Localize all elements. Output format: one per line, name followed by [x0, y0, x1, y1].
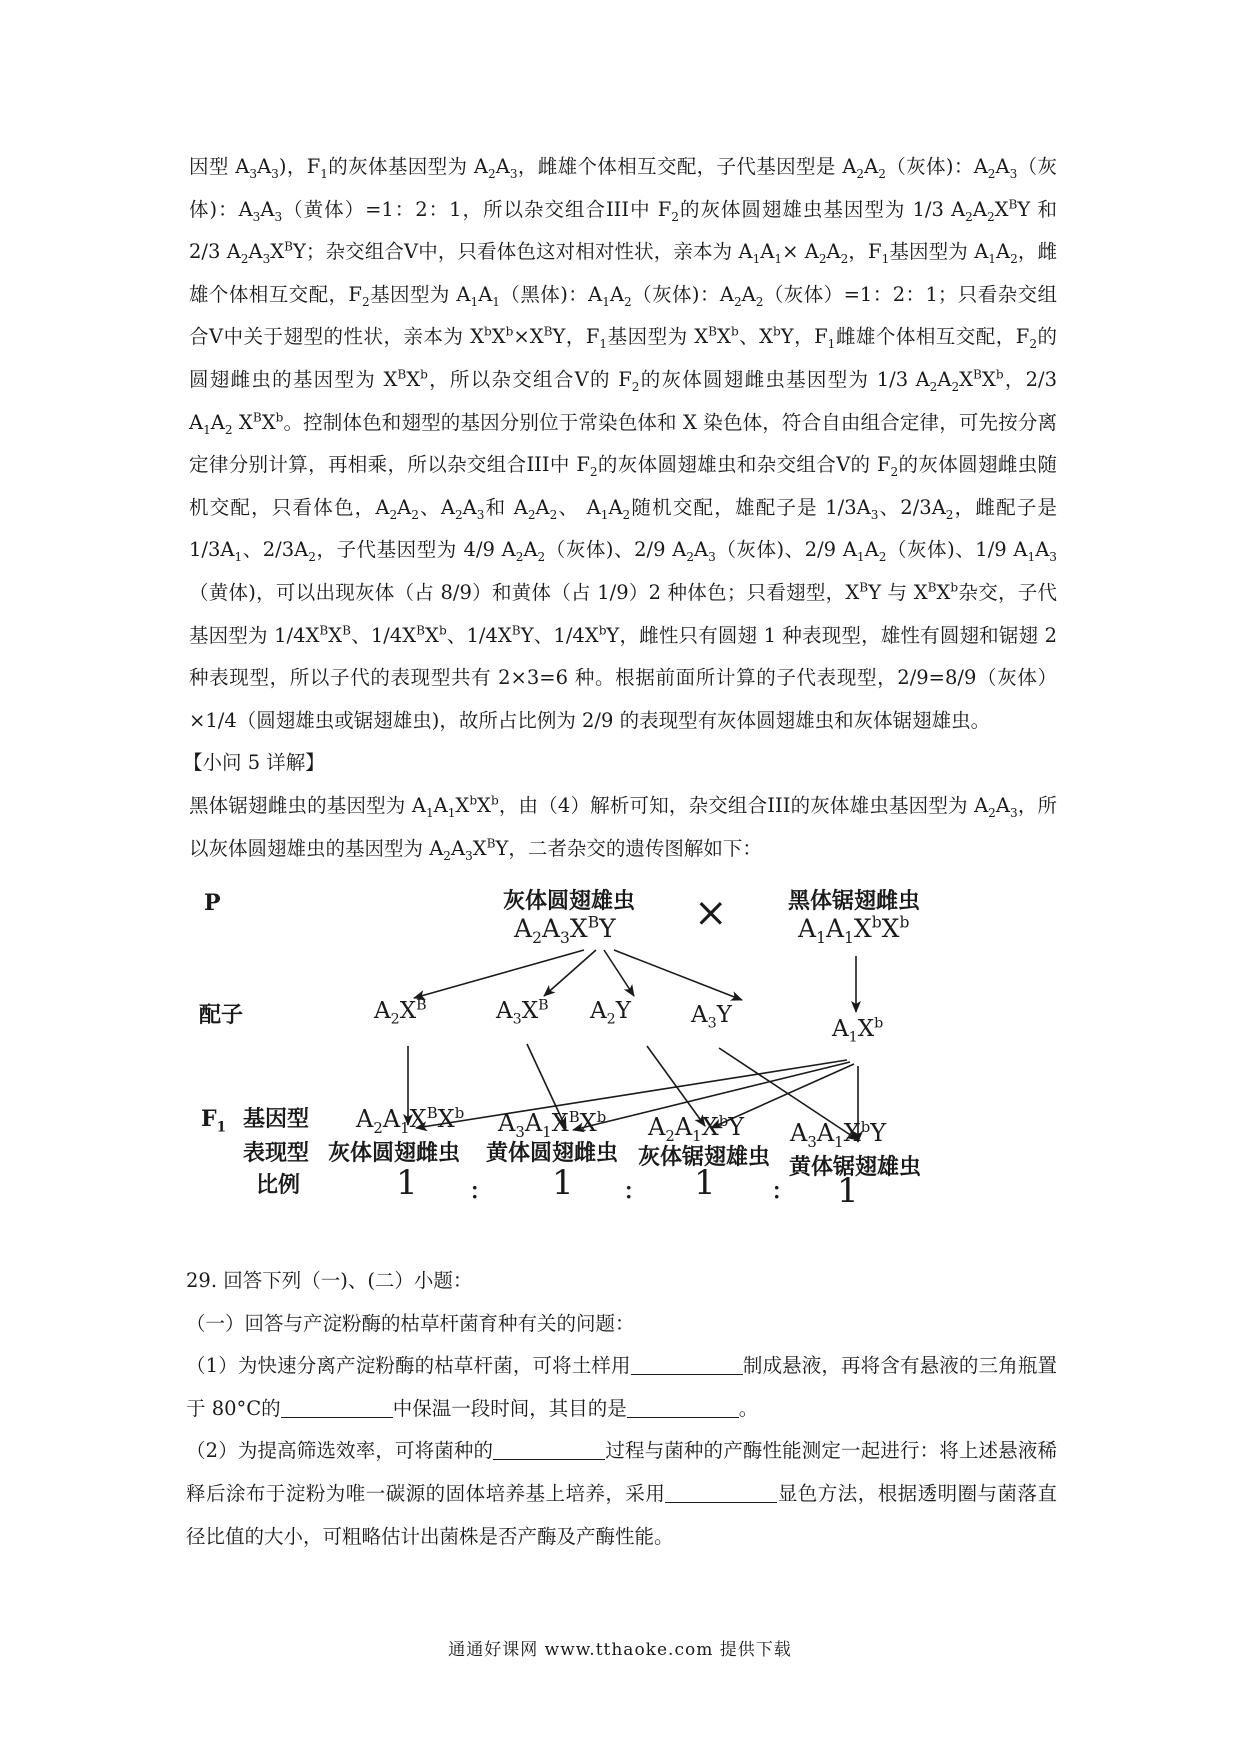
- explanation-paragraph: 因型 $A_3A_3$)，$F_1$的灰体基因型为 $A_2A_3$，雌雄个体相互交配，子代基因型是 $A_2A_2$（灰体)：$A_2A_3$（灰体)：$A_3A_3$（黄体）=1：2：1，所以杂交组合III中 $F_2$的灰体圆翅雄虫基因型为 1/3 $A_2A_2X^BY$ 和 2/3 $A_2A_3X^BY$；杂交组合Ⅴ中，只看体色这对相对性状，亲本为 $A_1A_1\times A_2A_2$，$F_1$基因型为 $A_1A_2$，雌雄个体相互交配，$F_2$基因型为 $A_1A_1$（黑体)：$A_1A_2$（灰体)：$A_2A_2$（灰体）=1：2：1；只看杂交组合Ⅴ中关于翅型的性状，亲本为 $X^bX^b\times X^BY$，$F_1$基因型为 $X^BX^b$、$X^bY$，$F_1$雌雄个体相互交配，$F_2$的圆翅雌虫的基因型为 $X^BX^b$，所以杂交组合Ⅴ的 $F_2$的灰体圆翅雌虫基因型为 1/3 $A_2A_2X^BX^b$，2/3 $A_1A_2$ $X^BX^b$。控制体色和翅型的基因分别位于常染色体和 X 染色体，符合自由组合定律，可先按分离定律分别计算，再相乘，所以杂交组合III中 $F_2$的灰体圆翅雄虫和杂交组合Ⅴ的 $F_2$的灰体圆翅雌虫随机交配，只看体色，$A_2A_2$、$A_2A_3$和 $A_2A_2$、 $A_1A_2$随机交配，雄配子是 $1/3A_3$、$2/3A_2$，雌配子是 $1/3A_1$、$2/3A_2$，子代基因型为 4/9 $A_2A_2$（灰体)、2/9 $A_2A_3$（灰体)、2/9 $A_1A_2$（灰体)、1/9 $A_1A_3$（黄体)，可以出现灰体（占 8/9）和黄体（占 1/9）2 种体色；只看翅型，$X^BY$ 与 $X^BX^b$杂交，子代基因型为 $1/4X^BX^B$、$1/4X^BX^b$、$1/4X^BY$、$1/4X^bY$，雌性只有圆翅 1 种表现型，雄性有圆翅和锯翅 2 种表现型，所以子代的表现型共有 2×3=6 种。根据前面所计算的子代表现型，2/9=8/9（灰体）×1/4（圆翅雄虫或锯翅雄虫)，故所占比例为 2/9 的表现型有灰体圆翅雄虫和灰体锯翅雄虫。: [189, 155, 1058, 732]
- question-1-text-a: （1）为快速分离产淀粉酶的枯草杆菌，可将土样用: [186, 1354, 631, 1378]
- male-gamete-3: $A_2Y$: [590, 998, 631, 1028]
- f1-ratio-2: 1: [552, 1163, 574, 1204]
- f1-phenotype-4: 黄体锯翅雄虫: [789, 1154, 922, 1181]
- female-parent-genotype: $A_1A_1X^bX^b$: [798, 913, 910, 948]
- question-1-text-c: 中保温一段时间，其目的是: [392, 1396, 627, 1420]
- row-label-phenotype: 表现型: [243, 1140, 310, 1167]
- genetic-cross-diagram: [186, 872, 1066, 1256]
- row-label-genotype: 基因型: [243, 1106, 310, 1133]
- f1-genotype-3: $A_2A_1X^bY$: [648, 1112, 745, 1145]
- footer-credit: 通通好课网 www.tthaoke.com 提供下载: [448, 1640, 792, 1660]
- question-2: [186, 1430, 1057, 1558]
- f1-phenotype-1: 灰体圆翅雌虫: [328, 1140, 461, 1167]
- f1-genotype-1: $A_2A_1X^BX^b$: [356, 1104, 465, 1137]
- female-gamete: $A_1X^b$: [832, 1015, 884, 1046]
- f1-ratio-4: 1: [837, 1171, 859, 1212]
- page-content: [183, 146, 1058, 1558]
- question-29-intro: 29. 回答下列（一)、(二）小题：: [186, 1269, 473, 1293]
- arrow-male-to-gamete-4: [614, 950, 742, 1000]
- f1-ratio-1: 1: [396, 1163, 418, 1204]
- arrow-female-gamete-to-f1-1: [416, 1060, 847, 1128]
- answer-blank-2[interactable]: [281, 1397, 393, 1418]
- male-parent-name: 灰体圆翅雄虫: [503, 888, 636, 915]
- f1-ratio-3: 1: [694, 1163, 716, 1204]
- f1-phenotype-2: 黄体圆翅雌虫: [486, 1140, 619, 1167]
- question-1: [186, 1345, 1057, 1430]
- row-label-f1: $F_1$: [201, 1106, 227, 1136]
- question-2-text-a: （2）为提高筛选效率，可将菌种的: [186, 1439, 494, 1463]
- male-gamete-2: $A_3X^B$: [496, 997, 549, 1028]
- cross-symbol: ×: [694, 890, 728, 937]
- part-1-title: （一）回答与产淀粉酶的枯草杆菌育种有关的问题：: [186, 1311, 635, 1335]
- f1-phenotype-3: 灰体锯翅雄虫: [638, 1144, 771, 1171]
- subquestion-5-heading: 【小问 5 详解】: [183, 751, 325, 775]
- row-label-gametes: 配子: [199, 1002, 244, 1029]
- male-parent-genotype: $A_2A_3X^BY$: [514, 913, 616, 948]
- row-label-p: P: [204, 890, 221, 917]
- question-2-text-b: 过程与菌种的产酶性能测定一起进行：将上述悬液稀释后涂布于淀粉为唯一碳源的固体培养基上培养，采用: [186, 1439, 1057, 1506]
- male-gamete-1: $A_2X^B$: [374, 997, 427, 1028]
- f1-genotype-4: $A_3A_1X^bY$: [790, 1118, 887, 1151]
- subquestion-5-paragraph: 黑体锯翅雌虫的基因型为 $A_1A_1X^bX^b$，由（4）解析可知，杂交组合III的灰体雄虫基因型为 $A_2A_3$，所以灰体圆翅雄虫的基因型为 $A_2A_3X^BY$，二者杂交的遗传图解如下：: [189, 793, 1058, 863]
- question-2-text-c: 显色方法，根据透明圈与菌落直径比值的大小，可粗略估计出菌株是否产酶及产酶性能。: [186, 1482, 1057, 1548]
- ratio-separator-2: :: [624, 1172, 634, 1206]
- question-1-text-b: 制成悬液，再将含有悬液的三角瓶置于 80°C的: [186, 1354, 1057, 1420]
- question-1-text-d: 。: [738, 1396, 759, 1420]
- female-parent-name: 黑体锯翅雌虫: [788, 888, 921, 915]
- arrow-male-to-gamete-2: [544, 950, 596, 996]
- answer-blank-4[interactable]: [493, 1440, 605, 1461]
- answer-blank-3[interactable]: [627, 1397, 739, 1418]
- answer-blank-1[interactable]: [631, 1355, 743, 1376]
- male-gamete-4: $A_3Y$: [691, 1002, 732, 1032]
- row-label-ratio: 比例: [256, 1172, 301, 1199]
- ratio-separator-1: :: [470, 1172, 480, 1206]
- answer-blank-5[interactable]: [665, 1483, 777, 1504]
- ratio-separator-3: :: [772, 1172, 782, 1206]
- f1-genotype-2: $A_3A_1X^BX^b$: [498, 1108, 607, 1141]
